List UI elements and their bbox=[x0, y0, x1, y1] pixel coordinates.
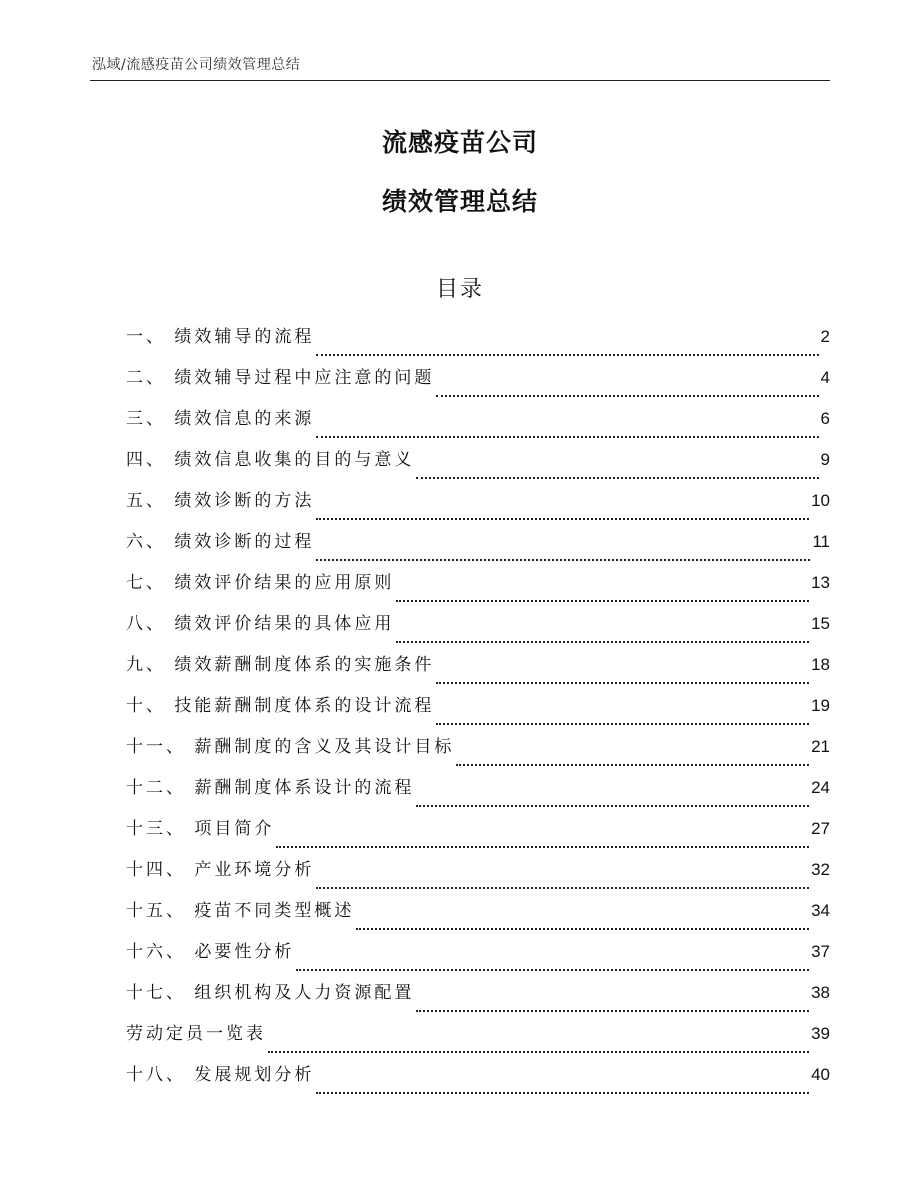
toc-entry[interactable] bbox=[126, 937, 830, 978]
toc-dot-leader bbox=[268, 1037, 809, 1053]
toc-entry[interactable] bbox=[126, 855, 830, 896]
toc-entry-page-number: 21 bbox=[811, 737, 830, 756]
toc-entry-label: 七、 绩效评价结果的应用原则 bbox=[126, 573, 395, 593]
toc-dot-leader bbox=[436, 381, 818, 397]
toc-entry[interactable] bbox=[126, 445, 830, 486]
toc-entry-page-number: 15 bbox=[811, 614, 830, 633]
toc-entry-label: 十三、 项目简介 bbox=[126, 819, 275, 839]
toc-entry-label: 九、 绩效薪酬制度体系的实施条件 bbox=[126, 655, 435, 675]
toc-entry-label: 四、 绩效信息收集的目的与意义 bbox=[126, 450, 415, 470]
toc-entry-label: 劳动定员一览表 bbox=[126, 1024, 266, 1044]
toc-entry[interactable] bbox=[126, 322, 830, 363]
toc-entry-label: 十二、 薪酬制度体系设计的流程 bbox=[126, 778, 415, 798]
toc-entry[interactable] bbox=[126, 773, 830, 814]
toc-entry[interactable] bbox=[126, 1019, 830, 1060]
toc-entry[interactable] bbox=[126, 732, 830, 773]
document-title-line1: 流感疫苗公司 bbox=[381, 128, 538, 157]
toc-dot-leader bbox=[276, 832, 809, 848]
toc-dot-leader bbox=[316, 1078, 809, 1094]
toc-entry-label: 三、 绩效信息的来源 bbox=[126, 409, 315, 429]
toc-entry-page-number: 2 bbox=[820, 327, 830, 346]
header-rule bbox=[90, 80, 830, 81]
toc-dot-leader bbox=[316, 340, 818, 356]
toc-entry[interactable] bbox=[126, 650, 830, 691]
toc-dot-leader bbox=[316, 873, 809, 889]
toc-dot-leader bbox=[416, 791, 809, 807]
toc-entry-page-number: 24 bbox=[811, 778, 830, 797]
toc-entry-page-number: 38 bbox=[811, 983, 830, 1002]
toc-entry[interactable] bbox=[126, 363, 830, 404]
toc-entry-label: 二、 绩效辅导过程中应注意的问题 bbox=[126, 368, 435, 388]
toc-dot-leader bbox=[316, 545, 810, 561]
toc-dot-leader bbox=[356, 914, 809, 930]
toc-dot-leader bbox=[436, 709, 809, 725]
toc-entry-label: 六、 绩效诊断的过程 bbox=[126, 532, 315, 552]
toc-entry-label: 十七、 组织机构及人力资源配置 bbox=[126, 983, 415, 1003]
toc-entry-label: 十四、 产业环境分析 bbox=[126, 860, 315, 880]
toc-dot-leader bbox=[416, 463, 818, 479]
toc-entry-page-number: 10 bbox=[811, 491, 830, 510]
toc-entry-page-number: 27 bbox=[811, 819, 830, 838]
toc-entry-label: 五、 绩效诊断的方法 bbox=[126, 491, 315, 511]
toc-entry[interactable] bbox=[126, 609, 830, 650]
page-header: 泓域/流感疫苗公司绩效管理总结 bbox=[92, 57, 301, 73]
toc-dot-leader bbox=[296, 955, 809, 971]
toc-dot-leader bbox=[316, 504, 809, 520]
toc-entry-page-number: 18 bbox=[811, 655, 830, 674]
toc-entry[interactable] bbox=[126, 896, 830, 937]
toc-dot-leader bbox=[396, 586, 809, 602]
toc-dot-leader bbox=[456, 750, 809, 766]
toc-entry-label: 一、 绩效辅导的流程 bbox=[126, 327, 315, 347]
toc-entry-page-number: 11 bbox=[812, 532, 830, 551]
table-of-contents bbox=[126, 322, 830, 1101]
toc-entry-page-number: 40 bbox=[811, 1065, 830, 1084]
toc-entry-label: 十八、 发展规划分析 bbox=[126, 1065, 315, 1085]
toc-entry-label: 十五、 疫苗不同类型概述 bbox=[126, 901, 355, 921]
toc-heading: 目录 bbox=[435, 277, 484, 302]
toc-entry-label: 八、 绩效评价结果的具体应用 bbox=[126, 614, 395, 634]
toc-entry-page-number: 9 bbox=[820, 450, 830, 469]
toc-dot-leader bbox=[316, 422, 818, 438]
toc-entry[interactable] bbox=[126, 1060, 830, 1101]
toc-entry-page-number: 4 bbox=[820, 368, 830, 387]
toc-dot-leader bbox=[416, 996, 809, 1012]
toc-entry-page-number: 32 bbox=[811, 860, 830, 879]
toc-entry-page-number: 13 bbox=[811, 573, 830, 592]
toc-entry[interactable] bbox=[126, 691, 830, 732]
toc-entry[interactable] bbox=[126, 568, 830, 609]
toc-entry-label: 十六、 必要性分析 bbox=[126, 942, 295, 962]
toc-entry-page-number: 19 bbox=[811, 696, 830, 715]
toc-entry[interactable] bbox=[126, 404, 830, 445]
document-title-line2: 绩效管理总结 bbox=[381, 187, 538, 216]
toc-entry-label: 十、 技能薪酬制度体系的设计流程 bbox=[126, 696, 435, 716]
toc-dot-leader bbox=[396, 627, 809, 643]
toc-entry[interactable] bbox=[126, 486, 830, 527]
toc-entry-page-number: 39 bbox=[811, 1024, 830, 1043]
toc-entry[interactable] bbox=[126, 814, 830, 855]
toc-entry[interactable] bbox=[126, 978, 830, 1019]
toc-dot-leader bbox=[436, 668, 809, 684]
toc-entry-page-number: 6 bbox=[820, 409, 830, 428]
toc-entry[interactable] bbox=[126, 527, 830, 568]
toc-entry-label: 十一、 薪酬制度的含义及其设计目标 bbox=[126, 737, 455, 757]
toc-entry-page-number: 37 bbox=[811, 942, 830, 961]
toc-entry-page-number: 34 bbox=[811, 901, 830, 920]
